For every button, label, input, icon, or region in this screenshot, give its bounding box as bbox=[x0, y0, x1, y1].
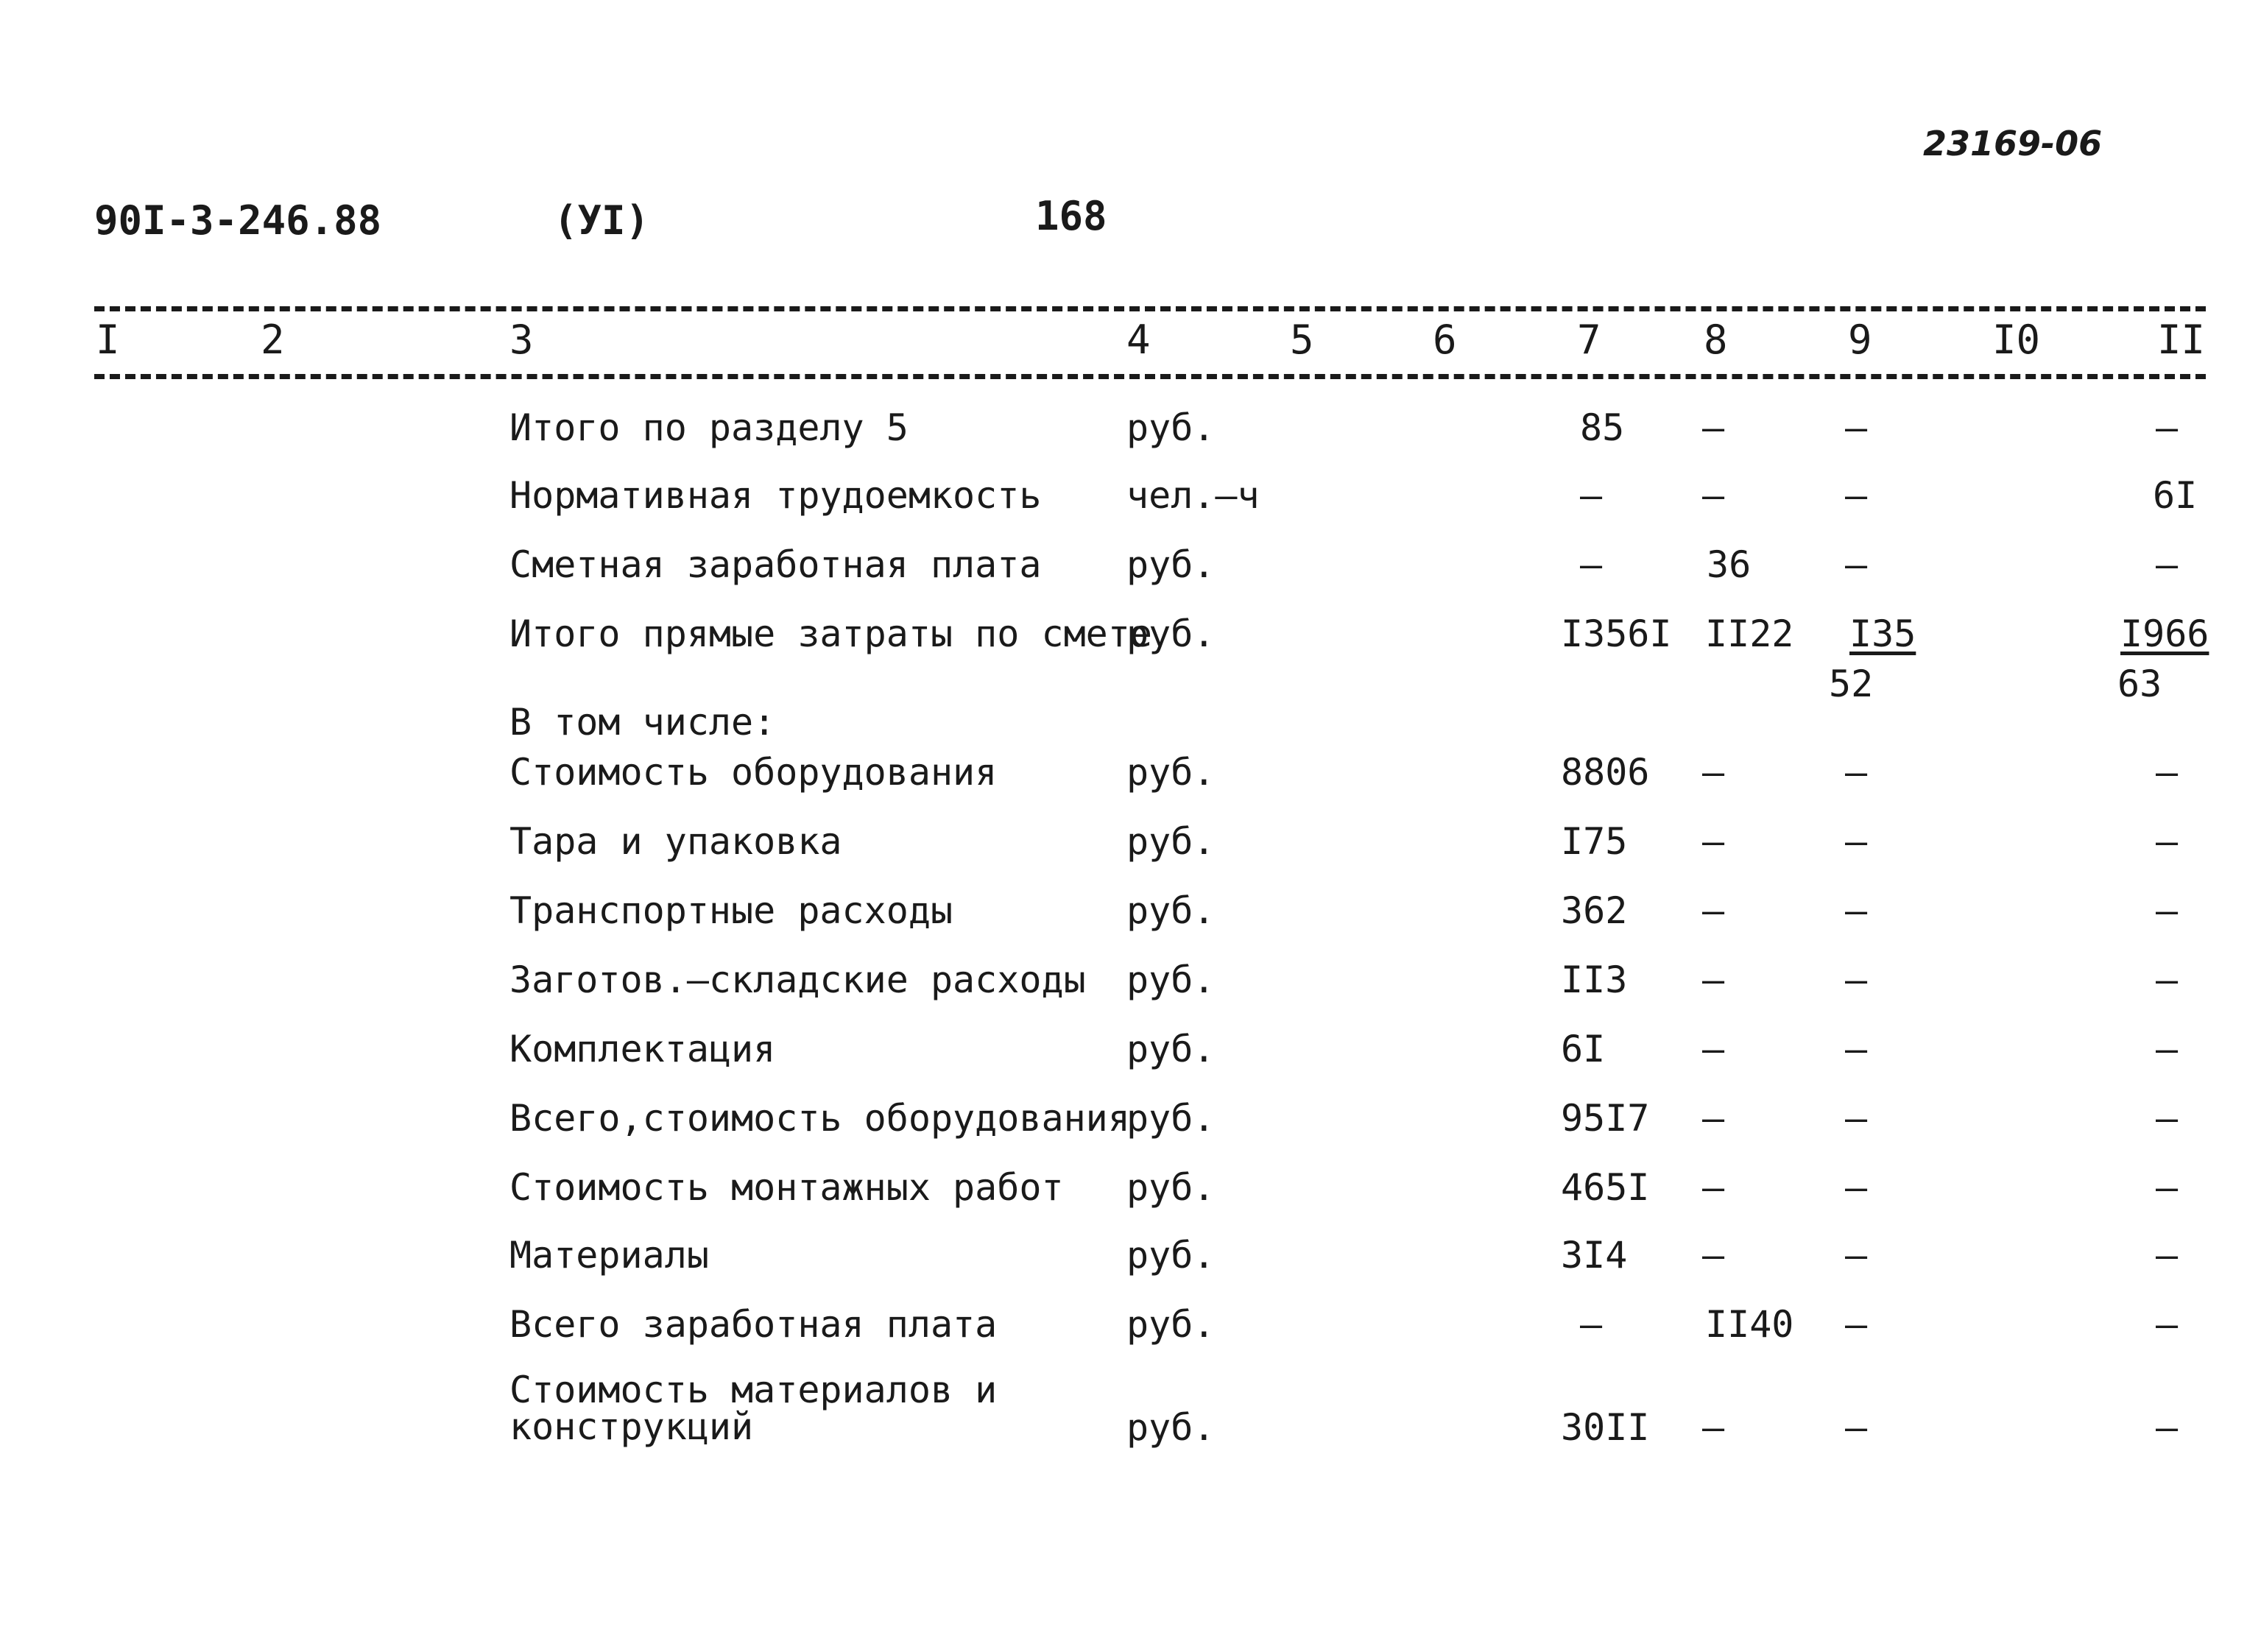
cell-col8: – bbox=[1702, 1166, 1725, 1209]
cell-col7: 6I bbox=[1561, 1028, 1606, 1070]
cell-col11: – bbox=[2156, 1097, 2179, 1140]
column-header-4: 4 bbox=[1126, 317, 1151, 363]
row-label: Стоимость оборудования bbox=[509, 751, 998, 794]
row-unit: руб. bbox=[1126, 406, 1216, 449]
cell-col9: – bbox=[1845, 1028, 1868, 1070]
cell-col8: – bbox=[1702, 889, 1725, 932]
cell-col9: – bbox=[1845, 1234, 1868, 1277]
cell-col7: 465I bbox=[1561, 1166, 1650, 1209]
cell-col9: – bbox=[1845, 1303, 1868, 1346]
row-unit: руб. bbox=[1126, 1234, 1216, 1277]
row-label: Материалы bbox=[509, 1234, 709, 1277]
column-header-2: 2 bbox=[261, 317, 285, 363]
cell-col11: – bbox=[2156, 820, 2179, 863]
cell-col8: 36 bbox=[1707, 543, 1752, 586]
row-unit: руб. bbox=[1126, 889, 1216, 932]
cell-col9: – bbox=[1845, 1166, 1868, 1209]
row-label-continued: конструкций bbox=[509, 1405, 754, 1448]
row-label: Стоимость материалов и bbox=[509, 1369, 998, 1411]
row-label: Тара и упаковка bbox=[509, 820, 842, 863]
cell-col8: – bbox=[1702, 1234, 1725, 1277]
cell-col8: – bbox=[1702, 1028, 1725, 1070]
header-top-rule bbox=[94, 306, 2206, 311]
cell-col11: – bbox=[2156, 1406, 2179, 1449]
column-header-3: 3 bbox=[509, 317, 534, 363]
cell-col9: – bbox=[1845, 820, 1868, 863]
row-unit: руб. bbox=[1126, 820, 1216, 863]
cell-col9: – bbox=[1845, 406, 1868, 449]
cell-col9: – bbox=[1845, 1406, 1868, 1449]
row-label: Итого прямые затраты по смете bbox=[509, 613, 1152, 655]
cell-col11: – bbox=[2156, 889, 2179, 932]
column-header-11: II bbox=[2157, 317, 2206, 363]
cell-col11: – bbox=[2156, 959, 2179, 1001]
cell-col9: – bbox=[1845, 751, 1868, 794]
cell-col7: 3I4 bbox=[1561, 1234, 1628, 1277]
cell-col8: – bbox=[1702, 474, 1725, 517]
row-unit: руб. bbox=[1126, 1028, 1216, 1070]
row-unit: руб. bbox=[1126, 751, 1216, 794]
cell-col9: – bbox=[1845, 543, 1868, 586]
row-label: Итого по разделу 5 bbox=[509, 406, 909, 449]
row-label: Комплектация bbox=[509, 1028, 776, 1070]
cell-col7: 8806 bbox=[1561, 751, 1650, 794]
row-label: Нормативная трудоемкость bbox=[509, 474, 1042, 517]
row-label: Всего,стоимость оборудования bbox=[509, 1097, 1130, 1140]
row-unit: руб. bbox=[1126, 1166, 1216, 1209]
row-label: Стоимость монтажных работ bbox=[509, 1166, 1064, 1209]
column-header-5: 5 bbox=[1290, 317, 1314, 363]
volume-label: (УI) bbox=[554, 197, 650, 244]
cell-col8: – bbox=[1702, 820, 1725, 863]
cell-col8: – bbox=[1702, 959, 1725, 1001]
cell-col11: – bbox=[2156, 751, 2179, 794]
cell-col11: – bbox=[2156, 1166, 2179, 1209]
row-unit: руб. bbox=[1126, 613, 1216, 655]
row-unit: чел.–ч bbox=[1126, 474, 1260, 517]
cell-col9-sub: 52 bbox=[1829, 663, 1874, 705]
handwritten-reference: 23169-06 bbox=[1923, 124, 2103, 163]
cell-col8: II40 bbox=[1705, 1303, 1794, 1346]
column-header-1: I bbox=[96, 317, 120, 363]
row-label: Заготов.–складские расходы bbox=[509, 959, 1086, 1001]
cell-col11: I966 bbox=[2120, 613, 2209, 655]
subsection-heading: В том числе: bbox=[509, 701, 776, 744]
cell-col11: – bbox=[2156, 1303, 2179, 1346]
column-header-6: 6 bbox=[1433, 317, 1457, 363]
cell-col9: – bbox=[1845, 889, 1868, 932]
cell-col7: 95I7 bbox=[1561, 1097, 1650, 1140]
cell-col8: – bbox=[1702, 1406, 1725, 1449]
cell-col7: I75 bbox=[1561, 820, 1628, 863]
cell-col7: I356I bbox=[1561, 613, 1672, 655]
cell-col8: II22 bbox=[1705, 613, 1794, 655]
row-unit: руб. bbox=[1126, 1406, 1216, 1449]
column-header-8: 8 bbox=[1704, 317, 1728, 363]
cell-col7: – bbox=[1580, 474, 1603, 517]
cell-col8: – bbox=[1702, 751, 1725, 794]
row-label: Транспортные расходы bbox=[509, 889, 953, 932]
header-bottom-rule bbox=[94, 374, 2206, 379]
row-unit: руб. bbox=[1126, 1097, 1216, 1140]
cell-col11: – bbox=[2156, 406, 2179, 449]
row-label: Всего заработная плата bbox=[509, 1303, 998, 1346]
column-header-7: 7 bbox=[1577, 317, 1601, 363]
column-header-10: I0 bbox=[1992, 317, 2041, 363]
cell-col7: 85 bbox=[1580, 406, 1625, 449]
cell-col8: – bbox=[1702, 1097, 1725, 1140]
row-label: Сметная заработная плата bbox=[509, 543, 1042, 586]
cell-col7: II3 bbox=[1561, 959, 1628, 1001]
cell-col9: – bbox=[1845, 1097, 1868, 1140]
cell-col9: – bbox=[1845, 959, 1868, 1001]
cell-col8: – bbox=[1702, 406, 1725, 449]
cell-col11-sub: 63 bbox=[2117, 663, 2162, 705]
row-unit: руб. bbox=[1126, 1303, 1216, 1346]
row-unit: руб. bbox=[1126, 959, 1216, 1001]
document-code: 90I-3-246.88 bbox=[94, 197, 382, 244]
cell-col11: – bbox=[2156, 1234, 2179, 1277]
cell-col9: I35 bbox=[1849, 613, 1916, 655]
column-header-9: 9 bbox=[1848, 317, 1872, 363]
cell-col9: – bbox=[1845, 474, 1868, 517]
cell-col7: 30II bbox=[1561, 1406, 1650, 1449]
cell-col11: – bbox=[2156, 543, 2179, 586]
cell-col11: – bbox=[2156, 1028, 2179, 1070]
cell-col7: – bbox=[1580, 543, 1603, 586]
cell-col7: 362 bbox=[1561, 889, 1628, 932]
row-unit: руб. bbox=[1126, 543, 1216, 586]
cell-col7: – bbox=[1580, 1303, 1603, 1346]
page-number: 168 bbox=[1035, 193, 1107, 239]
cell-col11: 6I bbox=[2153, 474, 2198, 517]
